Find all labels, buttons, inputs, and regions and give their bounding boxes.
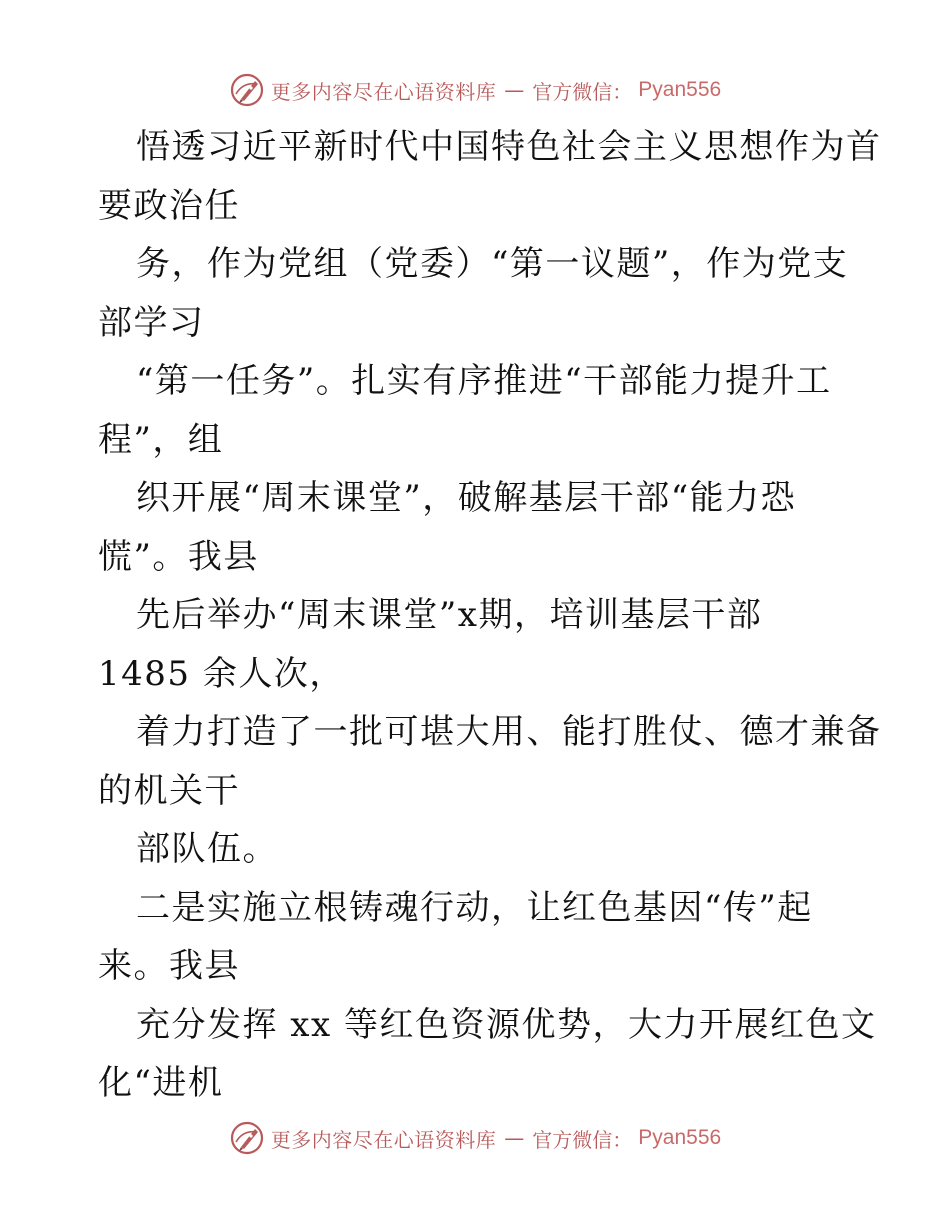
text-line: 慌”。我县 — [98, 536, 259, 577]
banner-dash: — — [504, 78, 525, 102]
text-line: 1485 余人次， — [98, 653, 345, 694]
text-line: 化“进机 — [98, 1063, 224, 1103]
pen-circle-logo-icon — [229, 1120, 265, 1156]
wechat-label: 官方微信： — [532, 79, 633, 104]
text-line: 来。我县 — [98, 946, 240, 986]
text-line: 的机关干 — [98, 770, 240, 811]
pen-circle-logo-icon — [229, 72, 265, 108]
promo-text: 更多内容尽在心语资料库 — [270, 79, 497, 104]
wechat-id: Pyan556 — [638, 1126, 722, 1149]
text-line: 部队伍。 — [136, 829, 278, 869]
text-line: 程”，组 — [98, 419, 224, 460]
text-line: 织开展“周末课堂”，破解基层干部“能力恐 — [136, 478, 797, 518]
text-line: 充分发挥 xx 等红色资源优势，大力开展红色文 — [136, 1004, 877, 1045]
text-line: 要政治任 — [98, 185, 240, 226]
body-text — [98, 118, 882, 1113]
text-line: 着力打造了一批可堪大用、能打胜仗、德才兼备 — [136, 712, 882, 752]
text-line: 务，作为党组（党委）“第一议题”，作为党支 — [136, 244, 849, 284]
text-line: 二是实施立根铸魂行动，让红色基因“传”起 — [136, 887, 813, 928]
text-line: 部学习 — [98, 302, 205, 343]
promo-text: 更多内容尽在心语资料库 — [270, 1127, 497, 1152]
footer-banner — [0, 1118, 950, 1158]
text-line: 悟透习近平新时代中国特色社会主义思想作为首 — [136, 127, 882, 167]
text-line: 先后举办“周末课堂”x期，培训基层干部 — [136, 595, 763, 635]
header-banner — [0, 70, 950, 110]
text-line: “第一任务”。扎实有序推进“干部能力提升工 — [136, 361, 832, 401]
wechat-id: Pyan556 — [638, 78, 722, 101]
banner-dash: — — [504, 1126, 525, 1150]
wechat-label: 官方微信： — [532, 1127, 633, 1152]
